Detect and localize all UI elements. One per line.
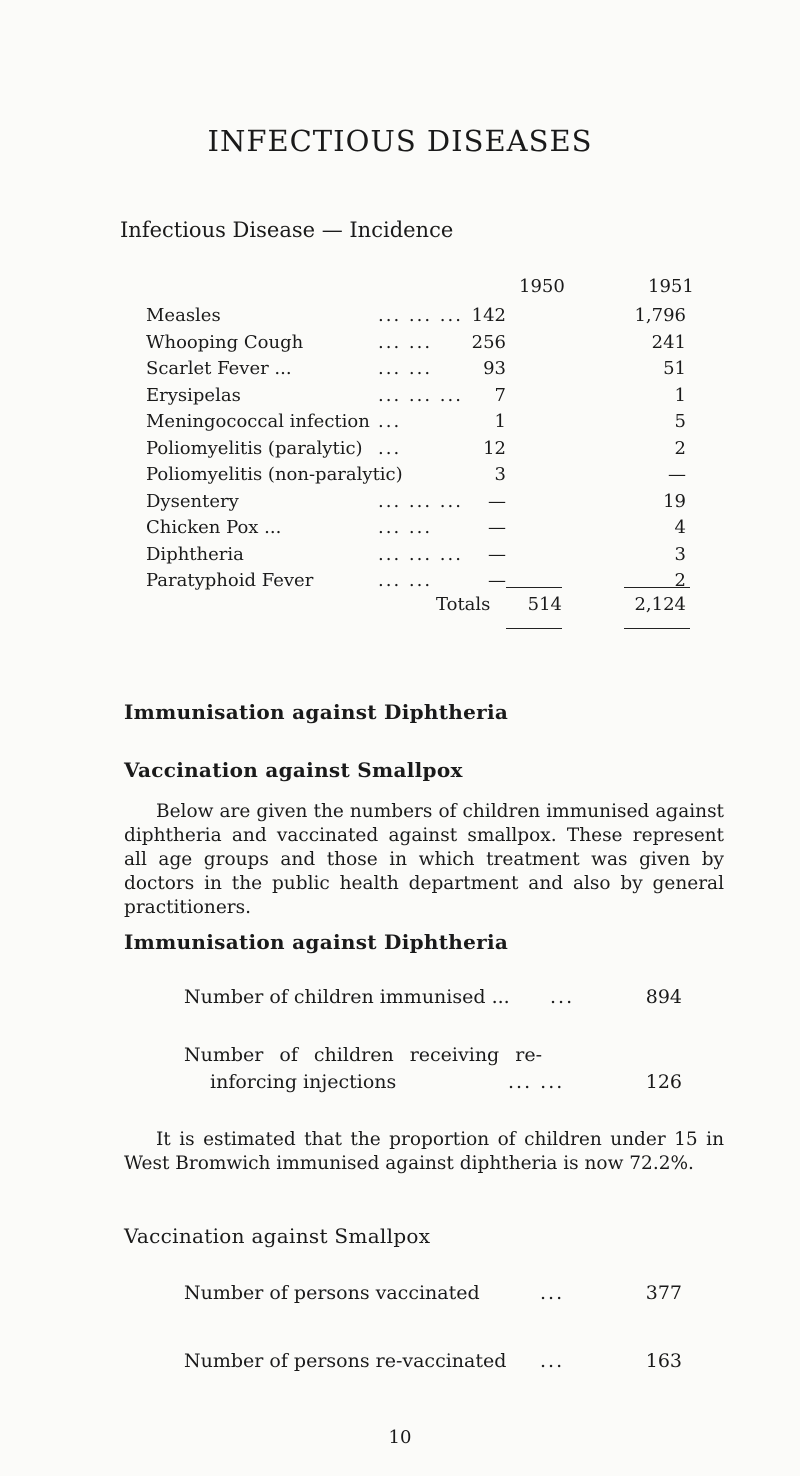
total-rule-1950 bbox=[506, 628, 562, 629]
revaccinated-value: 163 bbox=[645, 1350, 682, 1372]
value-1951: 2 bbox=[674, 437, 686, 459]
disease-label: Measles bbox=[146, 305, 221, 326]
disease-label: Poliomyelitis (non-paralytic) bbox=[146, 464, 403, 485]
totals-label: Totals bbox=[436, 594, 491, 615]
value-1951: 4 bbox=[674, 517, 686, 538]
total-rule-1951 bbox=[624, 628, 690, 629]
value-1950: 7 bbox=[494, 384, 506, 406]
page-number: 10 bbox=[388, 1427, 412, 1448]
table-row bbox=[146, 464, 686, 490]
disease-label: Meningococcal infection bbox=[146, 411, 370, 432]
leader-dots: ... ... bbox=[378, 358, 433, 379]
leader-dots: ... ... ... bbox=[378, 490, 463, 512]
value-1951: 2 bbox=[674, 570, 686, 591]
disease-label: Chicken Pox ... bbox=[146, 517, 282, 538]
leader-dots: ... ... ... bbox=[378, 384, 463, 406]
value-1951: 19 bbox=[663, 490, 686, 512]
value-1951: 5 bbox=[674, 411, 686, 432]
value-1950: 142 bbox=[471, 305, 506, 326]
value-1950: — bbox=[488, 517, 506, 538]
table-row bbox=[146, 491, 686, 517]
value-1950: 12 bbox=[483, 437, 506, 459]
value-1951: 51 bbox=[663, 358, 686, 379]
disease-label: Erysipelas bbox=[146, 384, 241, 406]
disease-label: Scarlet Fever ... bbox=[146, 358, 292, 379]
value-1950: 3 bbox=[494, 464, 506, 485]
diphtheria-heading: Immunisation against Diphtheria bbox=[124, 930, 509, 954]
table-row bbox=[146, 332, 686, 358]
reinforcing-dots: ... ... bbox=[508, 1071, 565, 1093]
table-row bbox=[146, 544, 686, 570]
value-1950: — bbox=[488, 570, 506, 591]
leader-dots: ... ... bbox=[378, 331, 433, 353]
value-1950: — bbox=[488, 543, 506, 565]
table-row bbox=[146, 358, 686, 384]
leader-dots: ... bbox=[378, 437, 402, 459]
revaccinated-dots: ... bbox=[540, 1350, 565, 1372]
immunised-label: Number of children immunised ... bbox=[184, 986, 510, 1008]
reinforcing-label-line2: inforcing injections bbox=[210, 1071, 397, 1093]
value-1951: — bbox=[668, 464, 686, 485]
page-title: INFECTIOUS DISEASES bbox=[207, 124, 593, 158]
immunised-value: 894 bbox=[645, 986, 682, 1008]
leader-dots: ... bbox=[378, 411, 402, 432]
value-1950: 93 bbox=[483, 358, 506, 379]
value-1951: 241 bbox=[651, 331, 686, 353]
immunised-dots: ... bbox=[550, 986, 575, 1008]
estimate-paragraph: It is estimated that the proportion of children under 15 in West Bromwich immunised against diphtheria is now 72.2%. bbox=[124, 1129, 724, 1174]
leader-dots: ... ... bbox=[378, 570, 433, 591]
revaccinated-label: Number of persons re-vaccinated bbox=[184, 1350, 507, 1372]
table-row bbox=[146, 385, 686, 411]
disease-label: Diphtheria bbox=[146, 543, 244, 565]
section-heading-diphtheria: Immunisation against Diphtheria bbox=[124, 700, 509, 724]
reinforcing-label-line1: Number of children receiving re- bbox=[184, 1044, 542, 1066]
total-1950: 514 bbox=[527, 594, 562, 615]
vaccinated-value: 377 bbox=[645, 1282, 682, 1304]
leader-dots: ... ... ... bbox=[378, 543, 463, 565]
value-1950: 1 bbox=[494, 411, 506, 432]
leader-dots: ... ... bbox=[378, 517, 433, 538]
table-row bbox=[146, 517, 686, 543]
disease-label: Dysentery bbox=[146, 490, 239, 512]
leader-dots: ... ... ... bbox=[378, 305, 463, 326]
total-1951: 2,124 bbox=[634, 594, 686, 615]
column-header-1950: 1950 bbox=[519, 276, 565, 297]
disease-label: Whooping Cough bbox=[146, 331, 304, 353]
incidence-heading: Infectious Disease — Incidence bbox=[120, 218, 454, 242]
value-1950: 256 bbox=[471, 331, 506, 353]
vaccinated-label: Number of persons vaccinated bbox=[184, 1282, 480, 1304]
intro-paragraph: Below are given the numbers of children immunised against diphtheria and vaccinated against smallpox. These represent all age groups and those in which treatment was given by doctors in the public health department and also by general practitioners. bbox=[124, 801, 724, 918]
reinforcing-value: 126 bbox=[645, 1071, 682, 1093]
table-row bbox=[146, 570, 686, 596]
table-row bbox=[146, 438, 686, 464]
subtotal-rule-1951 bbox=[624, 587, 690, 588]
value-1951: 1,796 bbox=[634, 305, 686, 326]
value-1951: 3 bbox=[674, 543, 686, 565]
value-1950: — bbox=[488, 490, 506, 512]
vaccinated-dots: ... bbox=[540, 1282, 565, 1304]
subtotal-rule-1950 bbox=[506, 587, 562, 588]
disease-label: Paratyphoid Fever bbox=[146, 570, 314, 591]
smallpox-heading: Vaccination against Smallpox bbox=[124, 1224, 431, 1248]
disease-label: Poliomyelitis (paralytic) bbox=[146, 437, 363, 459]
section-heading-smallpox: Vaccination against Smallpox bbox=[124, 758, 463, 782]
table-row bbox=[146, 305, 686, 331]
column-header-1951: 1951 bbox=[648, 276, 694, 297]
value-1951: 1 bbox=[674, 384, 686, 406]
table-row bbox=[146, 411, 686, 437]
